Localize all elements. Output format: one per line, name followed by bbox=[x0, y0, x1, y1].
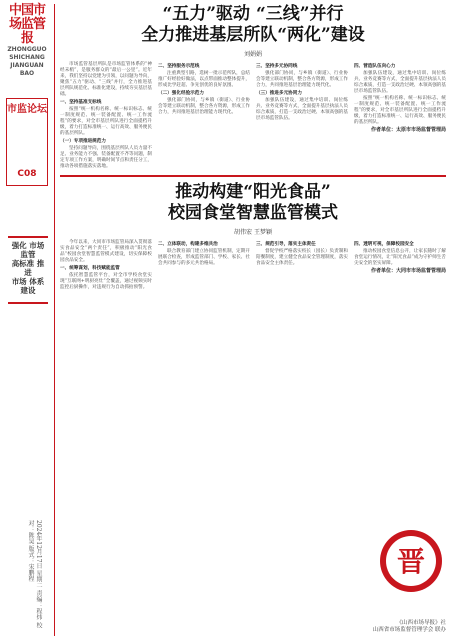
subheading: 三、规范引导，落实主体责任 bbox=[256, 242, 316, 247]
logo-seal-icon bbox=[378, 528, 444, 594]
article-2-title-line2: 校园食堂智慧监管模式 bbox=[168, 203, 338, 223]
text-column bbox=[158, 240, 250, 292]
issue-info: 2024年12月17日 星期二 责编：程炜 校对：陈昊 版式：宋鹏程 bbox=[27, 520, 42, 629]
text-column bbox=[256, 240, 348, 292]
article-2-columns bbox=[60, 240, 446, 292]
subheading: （一）专项推进规范力 bbox=[60, 139, 106, 144]
paragraph: 加强队伍建设，通过集中培训、岗位练兵、业务竞赛等方式，全面提升基层执法人员综合素质，打造一支政治过硬、本领高强的基层市场监管队伍。 bbox=[256, 98, 348, 121]
subheading: 一、坚持基准支标线 bbox=[60, 100, 102, 105]
subheading: 四、透明可视，保障校园安全 bbox=[354, 242, 414, 247]
footer-line-2: 山西省市场监督管理学会 联办 bbox=[372, 627, 446, 633]
paragraph: 按照“统一机构名称、统一标识标志、统一制度规范、统一装备配置、统一工作流程”的要求，对全市基层所队进行全面提档升级，着力打造标准统一、运行高效、服务便民的基层所队。 bbox=[60, 107, 152, 136]
paragraph: 强化部门协同，与乡镇（街道）、行业协会等建立联动机制，整合各方资源，形成工作合力，共同推进基层治理能力现代化。 bbox=[158, 98, 250, 115]
guide-slogan bbox=[8, 236, 48, 304]
subheading: （三）推进多元协同力 bbox=[256, 91, 302, 96]
guide-line: 建设 bbox=[20, 286, 36, 295]
paragraph: 按照“统一机构名称、统一标识标志、统一制度规范、统一装备配置、统一工作流程”的要求，对全市基层所队进行全面提档升级，着力打造标准统一、运行高效、服务便民的基层所队。 bbox=[354, 96, 446, 125]
column-title: 市监论坛 bbox=[7, 104, 47, 115]
paragraph: 强化部门协同，与乡镇（街道）、行业协会等建立联动机制，整合各方资源，形成工作合力，共同推进基层治理能力现代化。 bbox=[256, 71, 348, 88]
paragraph: 依托智慧监管平台，对全市学校食堂实现“互联网+明厨亮灶”全覆盖，通过视频实时监控后厨操作，对违规行为自动抓拍预警。 bbox=[60, 273, 152, 290]
brand-pinyin: ZHONGGUO SHICHANG JIANGUAN BAO bbox=[7, 46, 47, 77]
subheading: （二）强化经验示范力 bbox=[158, 91, 204, 96]
article-1-byline: 刘娟娟 bbox=[243, 51, 262, 58]
newspaper-logo bbox=[6, 3, 48, 77]
divider-vertical bbox=[54, 4, 55, 636]
text-column bbox=[256, 62, 348, 171]
page-number: C08 bbox=[17, 169, 37, 179]
footer-publisher bbox=[326, 620, 446, 634]
guide-line: 市场 体系 bbox=[11, 277, 45, 286]
article-2 bbox=[60, 182, 446, 292]
text-column bbox=[60, 62, 152, 171]
text-column bbox=[354, 62, 446, 171]
footer-line-1: 《山西市场导报》社 bbox=[396, 620, 446, 626]
brand-name: 中国市场监管报 bbox=[8, 3, 45, 46]
article-1-author: 作者单位：太原市市场监督管理局 bbox=[370, 127, 446, 133]
section-divider bbox=[60, 175, 446, 177]
article-1-columns bbox=[60, 62, 446, 171]
article-2-title-line1: 推动构建“阳光食品” bbox=[175, 182, 331, 202]
text-column bbox=[354, 240, 446, 292]
article-2-author: 作者单位：大同市市场监督管理局 bbox=[370, 268, 446, 274]
sidebar bbox=[0, 0, 52, 640]
text-column bbox=[60, 240, 152, 292]
column-label bbox=[6, 98, 48, 186]
article-2-title bbox=[60, 182, 446, 224]
subheading: 四、营造队伍向心力 bbox=[354, 64, 396, 69]
paragraph: 注重典型引路，选树一批示范所队，总结推广好经验好做法，以点带面推动整体提升，形成比学赶超、争先创优的良好氛围。 bbox=[158, 71, 250, 88]
paragraph: 联合教育部门建立协同监管机制，定期开展联合检查，形成监管部门、学校、家长、社会共同参与的多元共治格局。 bbox=[158, 249, 250, 266]
subheading: 二、坚持服务示范线 bbox=[158, 64, 200, 69]
guide-line: 强化 市场监管 bbox=[11, 241, 45, 259]
paragraph: 加强队伍建设，通过集中培训、岗位练兵、业务竞赛等方式，全面提升基层执法人员综合素质，打造一支政治过硬、本领高强的基层市场监管队伍。 bbox=[354, 71, 446, 94]
article-1-title-line2: 全力推进基层所队“两化”建设 bbox=[141, 25, 365, 45]
article-1-title-line1: “五力”驱动 “三线”并行 bbox=[162, 4, 344, 24]
text-column bbox=[158, 62, 250, 171]
article-1 bbox=[60, 4, 446, 171]
paragraph: 坚持问题导向，围绕基层所队人员力量不足、业务能力不强、装备配置不齐等问题，制定专项工作方案，明确时间节点和责任分工，推动各项措施落实落地。 bbox=[60, 146, 152, 169]
subheading: 一、统筹谋划，科技赋能监管 bbox=[60, 266, 120, 271]
seal-text: 晋 bbox=[396, 545, 426, 578]
article-2-byline: 胡伟宏 王梦颖 bbox=[234, 229, 272, 236]
paragraph: 市场监管基层所队是市场监管体系的“神经末梢”，是服务群众的“最后一公里”。近年来，我们坚持以党建为引领，以问题为导向，聚焦“五力”驱动、“三线”并行，全力推进基层所队规范化、标准化建设，持续夯实基层基础。 bbox=[60, 62, 152, 97]
paragraph: 督促学校严格落实校长（园长）负责制和陪餐制度，建立健全食品安全管理制度，落实食品安全主体责任。 bbox=[256, 249, 348, 266]
paragraph: 今年以来，大同市市场监管局深入贯彻落实食品安全“两个责任”，积极推动“阳光食品”校园食堂智慧监管模式建设，切实保障校园食品安全。 bbox=[60, 240, 152, 263]
guide-line: 高标准 推进 bbox=[11, 259, 45, 277]
article-1-title bbox=[60, 4, 446, 46]
subheading: 二、立体联动，构建多维共治 bbox=[158, 242, 218, 247]
subheading: 三、坚持多元协同线 bbox=[256, 64, 298, 69]
paragraph: 推动校园食堂信息公开，让家长随时了解食堂运行情况，让“阳光食品”成为守护师生舌尖安全的坚实屏障。 bbox=[354, 249, 446, 266]
